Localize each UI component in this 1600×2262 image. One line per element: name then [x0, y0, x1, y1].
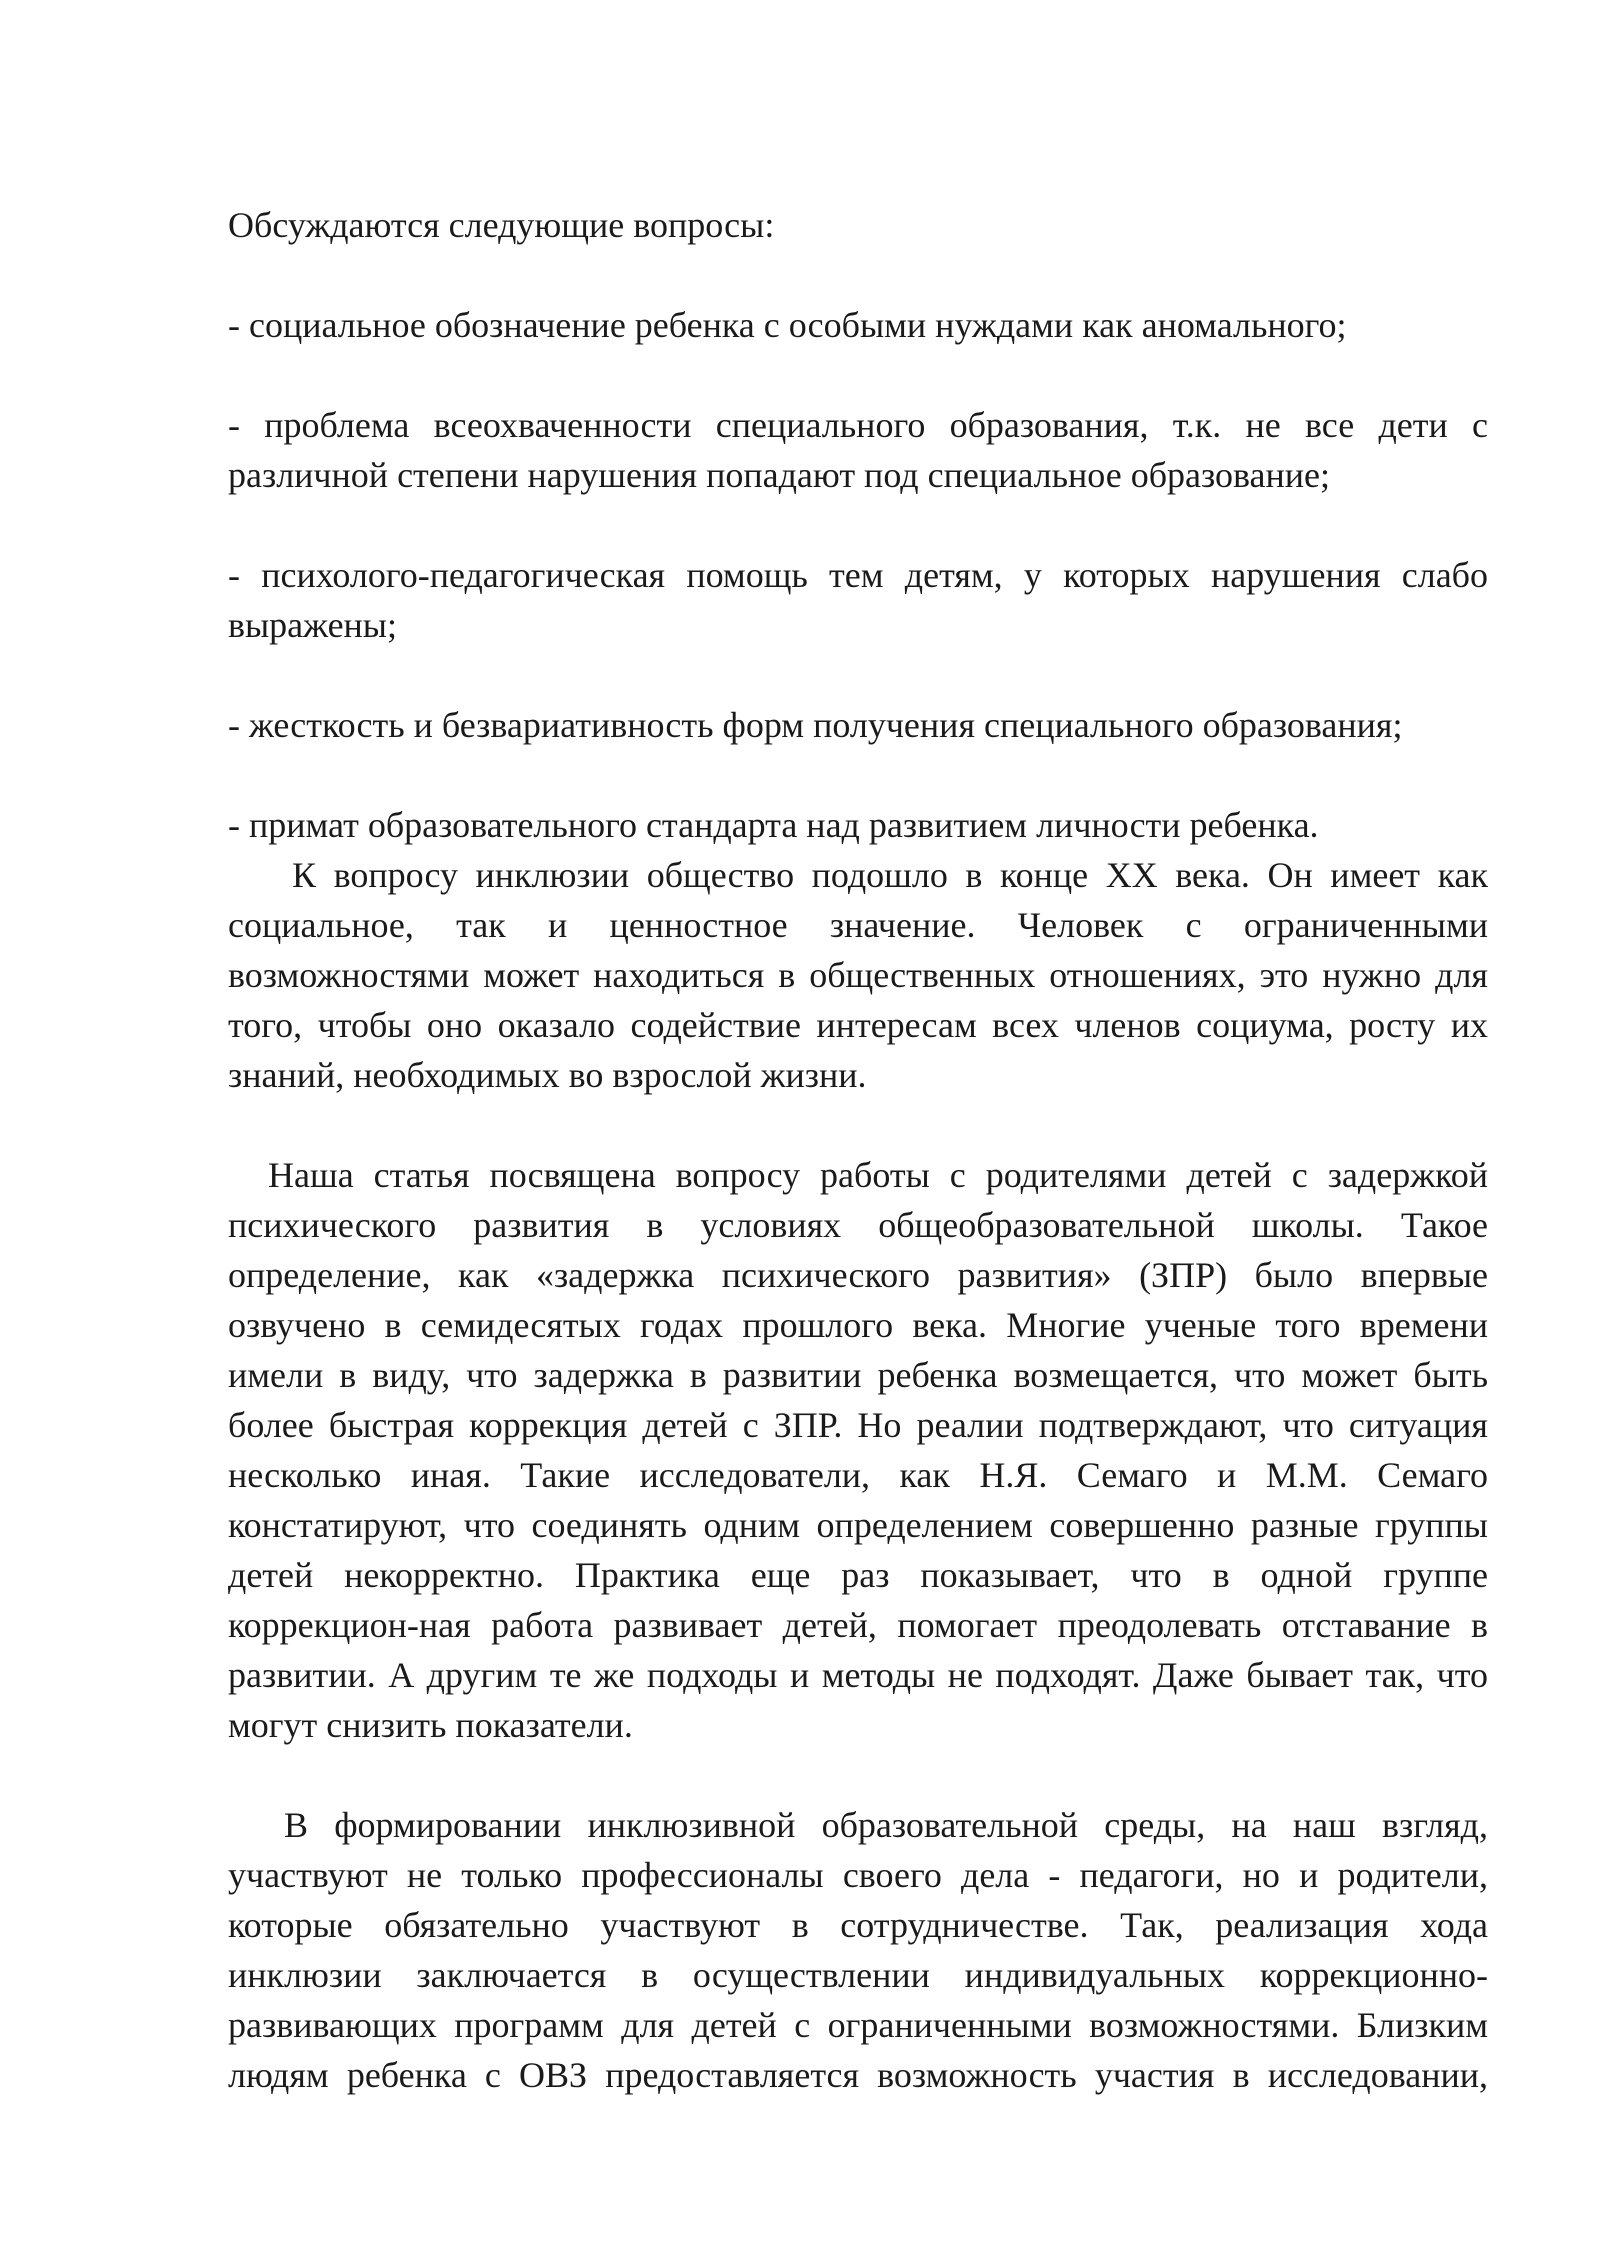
list-item: - социальное обозначение ребенка с особыми нуждами как аномального;: [228, 305, 1347, 345]
body-paragraph: В формировании инклюзивной образовательной среды, на наш взгляд, участвуют не только профессионалы своего дела - педагоги, но и родители, которые обязательно участвуют в сотрудничестве. Так, реализация хода инклюзии заключается в осуществлении индивидуальных коррекционно-развивающих программ для детей с ограниченными возможностями. Близким людям ребенка с ОВЗ предоставляется возможность участия в исследовании,: [228, 1805, 1488, 2095]
spacer: [228, 650, 1488, 700]
spacer: [228, 1100, 1488, 1150]
spacer: [228, 350, 1488, 400]
list-item: - проблема всеохваченности специального образования, т.к. не все дети с различной степени нарушения попадают под специальное образование;: [228, 405, 1488, 495]
spacer: [228, 500, 1488, 550]
list-item: - жесткость и безвариативность форм получения специального образования;: [228, 705, 1403, 745]
spacer: [228, 250, 1488, 300]
list-item: - психолого-педагогическая помощь тем детям, у которых нарушения слабо выражены;: [228, 555, 1488, 645]
body-paragraph: Наша статья посвящена вопросу работы с родителями детей с задержкой психического развития в условиях общеобразовательной школы. Такое определение, как «задержка психического развития» (ЗПР) было впервые озвучено в семидесятых годах прошлого века. Многие ученые того времени имели в виду, что задержка в развитии ребенка возмещается, что может быть более быстрая коррекция детей с ЗПР. Но реалии подтверждают, что ситуация несколько иная. Такие исследователи, как Н.Я. Семаго и М.М. Семаго констатируют, что соединять одним определением совершенно разные группы детей некорректно. Практика еще раз показывает, что в одной группе коррекцион-ная работа развивает детей, помогает преодолевать отставание в развитии. А другим те же подходы и методы не подходят. Даже бывает так, что могут снизить показатели.: [228, 1155, 1488, 1745]
spacer: [228, 750, 1488, 800]
body-paragraph: К вопросу инклюзии общество подошло в конце XX века. Он имеет как социальное, так и ценностное значение. Человек с ограниченными возможностями может находиться в общественных отношениях, это нужно для того, чтобы оно оказало содействие интересам всех членов социума, росту их знаний, необходимых во взрослой жизни.: [228, 855, 1488, 1095]
document-page: [228, 200, 1488, 2100]
spacer: [228, 1750, 1488, 1800]
list-item: - примат образовательного стандарта над развитием личности ребенка.: [228, 805, 1319, 845]
intro-line: Обсуждаются следующие вопросы:: [228, 205, 775, 245]
